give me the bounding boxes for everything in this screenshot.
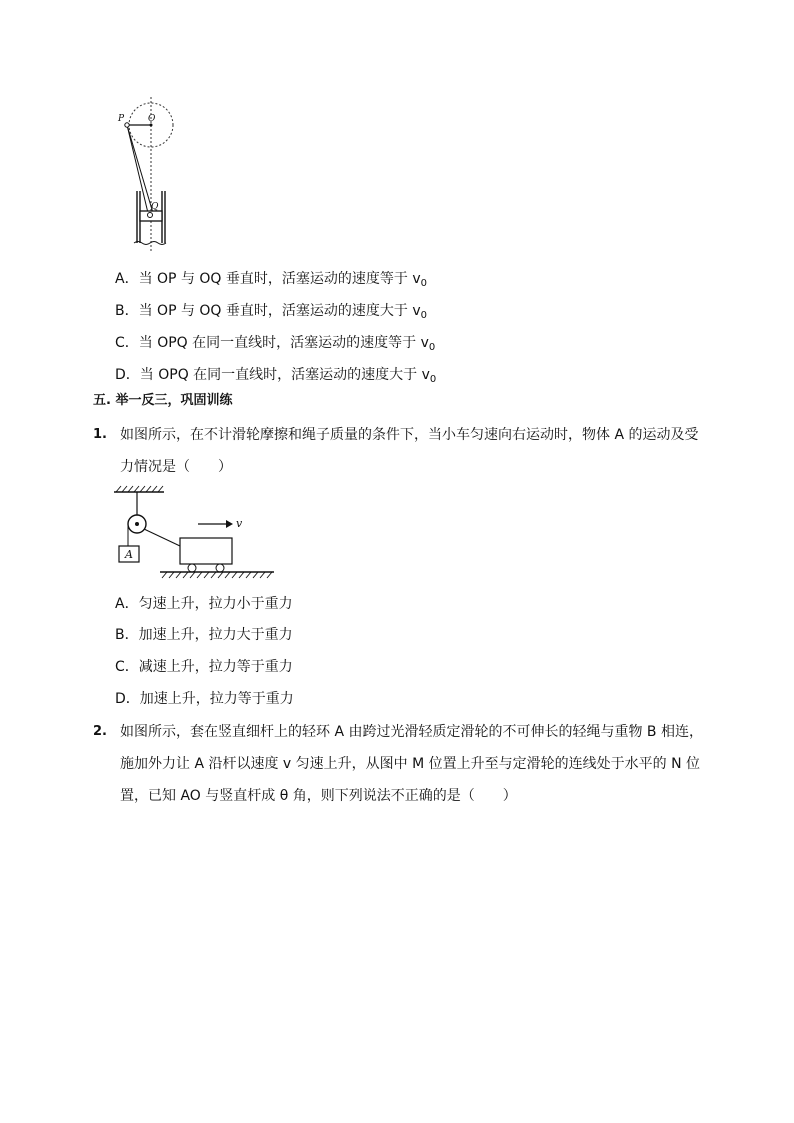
option-d: D．当 OPQ 在同一直线时，活塞运动的速度大于 $v_0$	[115, 367, 437, 385]
q1-option-c: C．减速上升，拉力等于重力	[115, 659, 293, 675]
label-p: P	[118, 114, 125, 124]
label-v: v	[236, 517, 243, 530]
q2-number: 2.	[93, 724, 107, 739]
q1-option-b: B．加速上升，拉力大于重力	[115, 627, 293, 643]
q1-option-a: A．匀速上升，拉力小于重力	[115, 596, 293, 612]
cart	[180, 538, 232, 564]
label-a: A	[125, 548, 133, 561]
option-c: C．当 OPQ 在同一直线时，活塞运动的速度等于 $v_0$	[115, 335, 436, 353]
q1-text: 如图所示，在不计滑轮摩擦和绳子质量的条件下，当小车匀速向右运动时，物体 A 的运动及受力情况是（ ）	[120, 427, 699, 475]
label-o: O	[148, 114, 156, 124]
section-title: 五. 举一反三，巩固训练	[93, 393, 233, 408]
option-b: B．当 OP 与 OQ 垂直时，活塞运动的速度大于 $v_0$	[115, 303, 428, 321]
label-q: Q	[151, 202, 159, 212]
pulley-cart-figure	[112, 484, 280, 584]
q2-text: 如图所示，套在竖直细杆上的轻环 A 由跨过光滑轻质定滑轮的不可伸长的轻绳与重物 B 相连，施加外力让 A 沿杆以速度 v 匀速上升，从图中 M 位置上升至与定滑轮的连线处于水平的 N 位置，已知 AO 与竖直杆成 θ 角，则下列说法不正确的是（ ）	[120, 724, 703, 804]
option-a: A．当 OP 与 OQ 垂直时，活塞运动的速度等于 $v_0$	[115, 271, 427, 289]
q1-option-d: D．加速上升，拉力等于重力	[115, 691, 294, 707]
piston-crank-figure	[110, 95, 190, 255]
q1-number: 1.	[93, 427, 107, 442]
